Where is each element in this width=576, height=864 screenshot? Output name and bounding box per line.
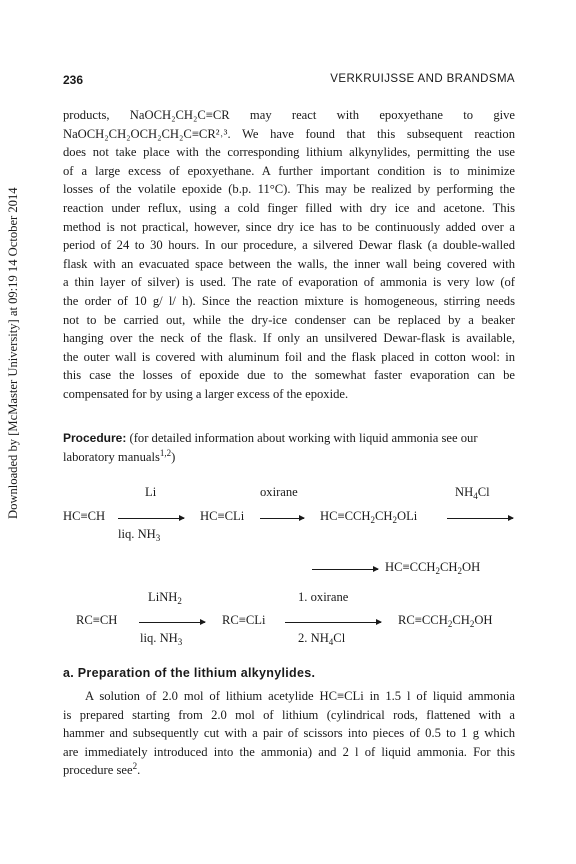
body-line: a thin layer of silver) is used. The rate of evaporation of ammonia is very low (of: [63, 275, 515, 290]
procedure-paragraph: [63, 429, 515, 466]
scheme1-reagent-oxirane: oxirane: [260, 485, 298, 499]
scheme2-reactant: RC≡CH: [76, 613, 118, 627]
scheme1-reagent-nh4cl: $NH_4Cl$: [455, 485, 490, 501]
body-line: compensated for by using a larger excess of the epoxide.: [63, 386, 349, 401]
scheme2-arrow-1: [139, 622, 205, 623]
body-line: period of 24 to 30 hours. In our procedure, a silvered Dewar flask (a double-walled: [63, 238, 515, 253]
scheme1-reagent-li: Li: [145, 485, 157, 499]
body-line: the outer wall is covered with aluminum foil and the flask placed in cotton wool: in: [63, 349, 515, 364]
procedure-close: ): [171, 449, 176, 464]
section-line-last: procedure see$^2$.: [63, 761, 141, 778]
scheme1-product: $HC\equiv CCH_2CH_2OH$: [385, 560, 481, 576]
section-line: hammer and subsequently cut with a pair of scissors into pieces of 0.5 to 1 g which: [63, 726, 515, 741]
body-line: flask with an evacuated space between the walls, the inner wall being covered with: [63, 256, 515, 271]
scheme1-reactant: HC≡CH: [63, 509, 106, 523]
scheme1-arrow-3: [447, 518, 513, 519]
scheme1-alkoxide: $HC\equiv CCH_2CH_2OLi$: [320, 509, 418, 525]
body-line: NaOCH₂CH₂OCH₂CH₂C≡CR²˒³. We have found that this subsequent reaction: [63, 126, 515, 141]
body-line: not to be carried out, while the dry-ice condenser can be replaced by a beaker: [63, 312, 515, 327]
body-line: products, NaOCH₂CH₂C≡CR may react with epoxyethane to give: [63, 108, 515, 122]
procedure-text: (for detailed information about working with liquid ammonia see our: [129, 431, 478, 445]
scheme1-arrow-4: [312, 569, 378, 570]
scheme2-reagent-linh2: LiNH$_2$: [148, 590, 182, 606]
reference-superscript: 2: [132, 761, 138, 772]
running-head: VERKRUIJSSE AND BRANDSMA: [330, 73, 515, 85]
scheme2-step-1: 1. oxirane: [298, 590, 349, 604]
scheme1-arrow-1: [118, 518, 184, 519]
body-line: losses of the volatile epoxide (b.p. 11°C). This may be realized by performing the: [63, 182, 515, 197]
section-paragraph: [63, 687, 515, 780]
page-number: 236: [63, 73, 84, 87]
procedure-text-2: laboratory manuals: [63, 449, 160, 464]
body-line: does not take place with the corresponding lithium alkynylides, permitting the use: [63, 145, 515, 160]
scheme2-product: $RC\equiv CCH_2CH_2OH$: [398, 613, 493, 629]
scheme2-step-2: 2. $NH_4Cl$: [298, 631, 346, 647]
scheme1-intermediate: HC≡CLi: [200, 509, 245, 523]
section-line: A solution of 2.0 mol of lithium acetylide HC≡CLi in 1.5 l of liquid ammonia: [85, 689, 515, 703]
section-heading: a. Preparation of the lithium alkynylides.: [63, 666, 316, 680]
section-line: are immediately introduced into the ammonia) and 2 l of liquid ammonia. For this: [63, 744, 515, 759]
body-line: of a large excess of epoxyethane. A further important condition is to minimize: [63, 163, 515, 178]
download-watermark: Downloaded by [McMaster University] at 09:19 14 October 2014: [6, 187, 20, 519]
body-line: reaction under reflux, using a cold finger filled with dry ice and acetone. This: [63, 200, 515, 215]
section-line: is prepared starting from 2.0 mol of lithium (cylindrical rods, flattened with a: [63, 707, 515, 722]
scheme2-arrow-2: [285, 622, 381, 623]
body-paragraph: [63, 106, 515, 404]
procedure-label: Procedure:: [63, 431, 127, 445]
scheme1-reagent-nh3: liq. $NH_3$: [118, 527, 161, 543]
body-line: this case the losses of epoxide due to the somewhat faster evaporation can be: [63, 368, 515, 383]
body-line: the order of 10 g/ l/ h). Since the reaction mixture is homogeneous, stirring needs: [63, 293, 515, 308]
body-line: hanging over the neck of the flask. If only an unsilvered Dewar-flask is available,: [63, 331, 515, 346]
scheme2-intermediate: RC≡CLi: [222, 613, 266, 627]
scheme2-reagent-nh3: liq. $NH_3$: [140, 631, 183, 647]
scheme1-arrow-2: [260, 518, 304, 519]
body-line: method is not practical, however, since dry ice has to be continuously added over a: [63, 219, 515, 234]
reference-superscript: 1,2: [159, 447, 172, 458]
